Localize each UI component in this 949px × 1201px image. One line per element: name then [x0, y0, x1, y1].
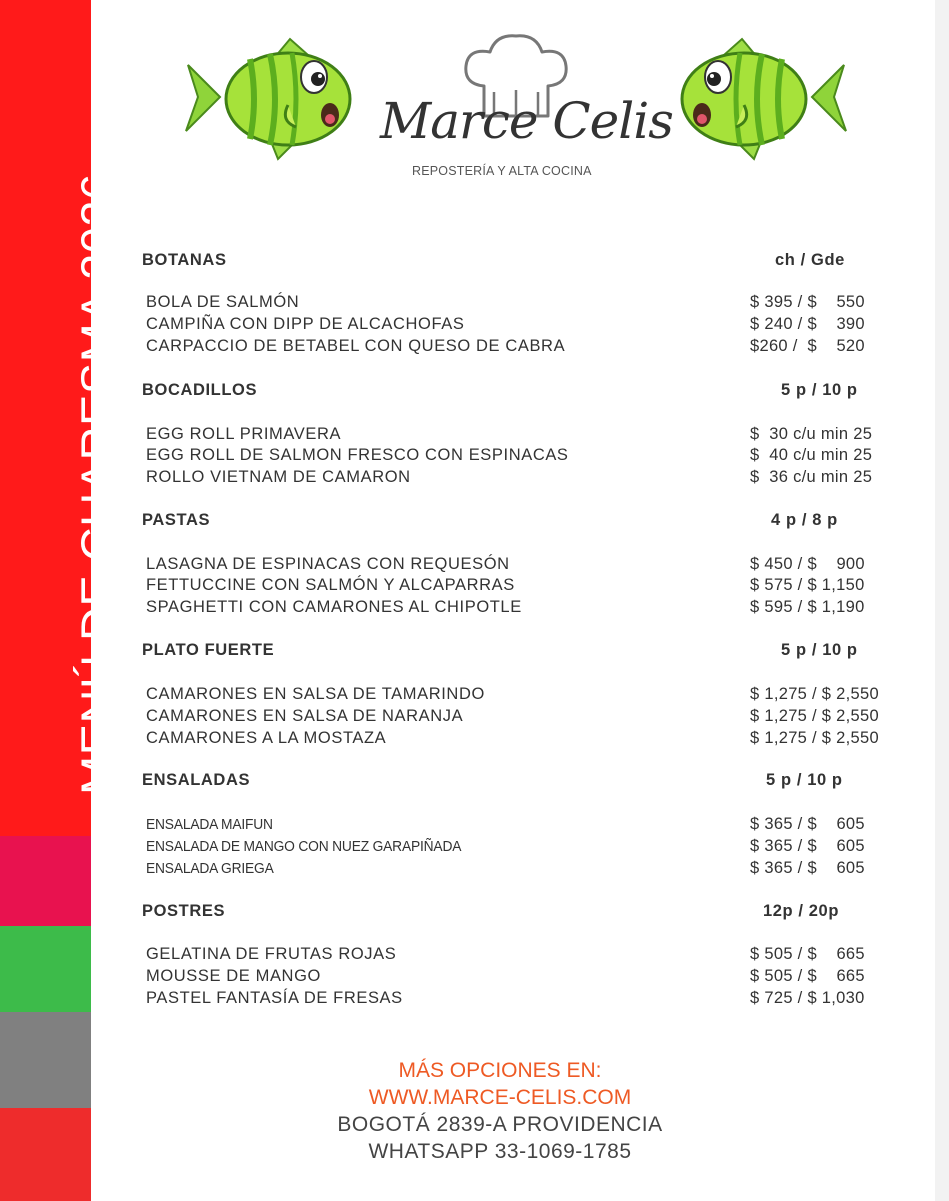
logo [370, 30, 673, 190]
menu-item-price: $ 36 c/u min 25 [750, 468, 873, 486]
page-edge [935, 0, 949, 1201]
menu-item-price: $ 725 / $ 1,030 [750, 989, 865, 1007]
menu-item-price: $ 365 / $ 605 [750, 859, 865, 877]
footer-address: BOGOTÁ 2839-A PROVIDENCIA [337, 1113, 663, 1136]
menu-item-price: $ 1,275 / $ 2,550 [750, 685, 879, 703]
section-unit: ch / Gde [775, 251, 845, 269]
menu-item-name: EGG ROLL PRIMAVERA [146, 425, 342, 443]
sidebar [0, 0, 124, 1201]
menu-section-plato-fuerte [142, 641, 882, 751]
section-title: ENSALADAS [142, 771, 251, 789]
menu-section-postres [142, 902, 882, 1012]
logo-subtitle: REPOSTERÍA Y ALTA COCINA [412, 164, 592, 178]
sidebar-band-gray [0, 1012, 91, 1108]
menu-item-price: $ 595 / $ 1,190 [750, 598, 865, 616]
sidebar-title: MENÚ DE CUARESMA 2026 [71, 173, 124, 795]
menu-item-name: SPAGHETTI CON CAMARONES AL CHIPOTLE [146, 598, 522, 616]
menu-item-price: $ 365 / $ 605 [750, 815, 865, 833]
menu-item-price: $ 30 c/u min 25 [750, 425, 873, 443]
menu-item-name: CAMARONES EN SALSA DE NARANJA [146, 707, 464, 725]
fish-icon [680, 35, 852, 163]
section-unit: 5 p / 10 p [766, 771, 843, 789]
sidebar-band-red-bottom [0, 1108, 91, 1201]
menu-item-name: PASTEL FANTASÍA DE FRESAS [146, 989, 403, 1007]
section-title: PASTAS [142, 511, 211, 529]
menu-item-name: ENSALADA GRIEGA [146, 860, 274, 877]
menu-item-name: CAMPIÑA CON DIPP DE ALCACHOFAS [146, 315, 465, 333]
menu-section-botanas [142, 251, 882, 361]
menu-item-name: CARPACCIO DE BETABEL CON QUESO DE CABRA [146, 337, 566, 355]
menu-item-name: CAMARONES A LA MOSTAZA [146, 729, 387, 747]
menu-section-ensaladas [142, 771, 882, 881]
menu-item-price: $ 395 / $ 550 [750, 293, 865, 311]
menu-item-name: ENSALADA MAIFUN [146, 816, 273, 833]
menu-item-price: $ 40 c/u min 25 [750, 446, 873, 464]
menu-item-name: EGG ROLL DE SALMON FRESCO CON ESPINACAS [146, 446, 569, 464]
menu-section-pastas [142, 511, 882, 621]
section-title: BOTANAS [142, 251, 227, 269]
section-unit: 5 p / 10 p [781, 381, 858, 399]
section-title: POSTRES [142, 902, 226, 920]
menu-item-name: ROLLO VIETNAM DE CAMARON [146, 468, 411, 486]
menu-item-name: BOLA DE SALMÓN [146, 293, 300, 311]
menu-item-price: $ 450 / $ 900 [750, 555, 865, 573]
sidebar-band-green [0, 926, 91, 1012]
menu-item-price: $260 / $ 520 [750, 337, 865, 355]
menu-item-name: ENSALADA DE MANGO CON NUEZ GARAPIÑADA [146, 838, 462, 855]
menu-item-name: CAMARONES EN SALSA DE TAMARINDO [146, 685, 485, 703]
section-title: PLATO FUERTE [142, 641, 275, 659]
menu-item-price: $ 1,275 / $ 2,550 [750, 707, 879, 725]
menu-item-price: $ 505 / $ 665 [750, 945, 865, 963]
menu-item-name: MOUSSE DE MANGO [146, 967, 321, 985]
fish-icon [180, 35, 352, 163]
menu-item-price: $ 575 / $ 1,150 [750, 576, 865, 594]
menu-item-name: GELATINA DE FRUTAS ROJAS [146, 945, 397, 963]
menu-section-bocadillos [142, 381, 882, 491]
section-unit: 12p / 20p [763, 902, 840, 920]
section-title: BOCADILLOS [142, 381, 258, 399]
section-unit: 5 p / 10 p [781, 641, 858, 659]
footer-more-options: MÁS OPCIONES EN: [398, 1059, 602, 1082]
menu-item-name: LASAGNA DE ESPINACAS CON REQUESÓN [146, 555, 510, 573]
menu-item-name: FETTUCCINE CON SALMÓN Y ALCAPARRAS [146, 576, 515, 594]
footer-whatsapp: WHATSAPP 33-1069-1785 [368, 1140, 632, 1163]
logo-name: Marce Celis [380, 92, 673, 150]
menu-item-price: $ 240 / $ 390 [750, 315, 865, 333]
footer-website-link[interactable]: WWW.MARCE-CELIS.COM [368, 1086, 632, 1109]
menu-item-price: $ 1,275 / $ 2,550 [750, 729, 879, 747]
section-unit: 4 p / 8 p [771, 511, 838, 529]
menu-item-price: $ 365 / $ 605 [750, 837, 865, 855]
sidebar-band-pink [0, 836, 91, 926]
menu-item-price: $ 505 / $ 665 [750, 967, 865, 985]
